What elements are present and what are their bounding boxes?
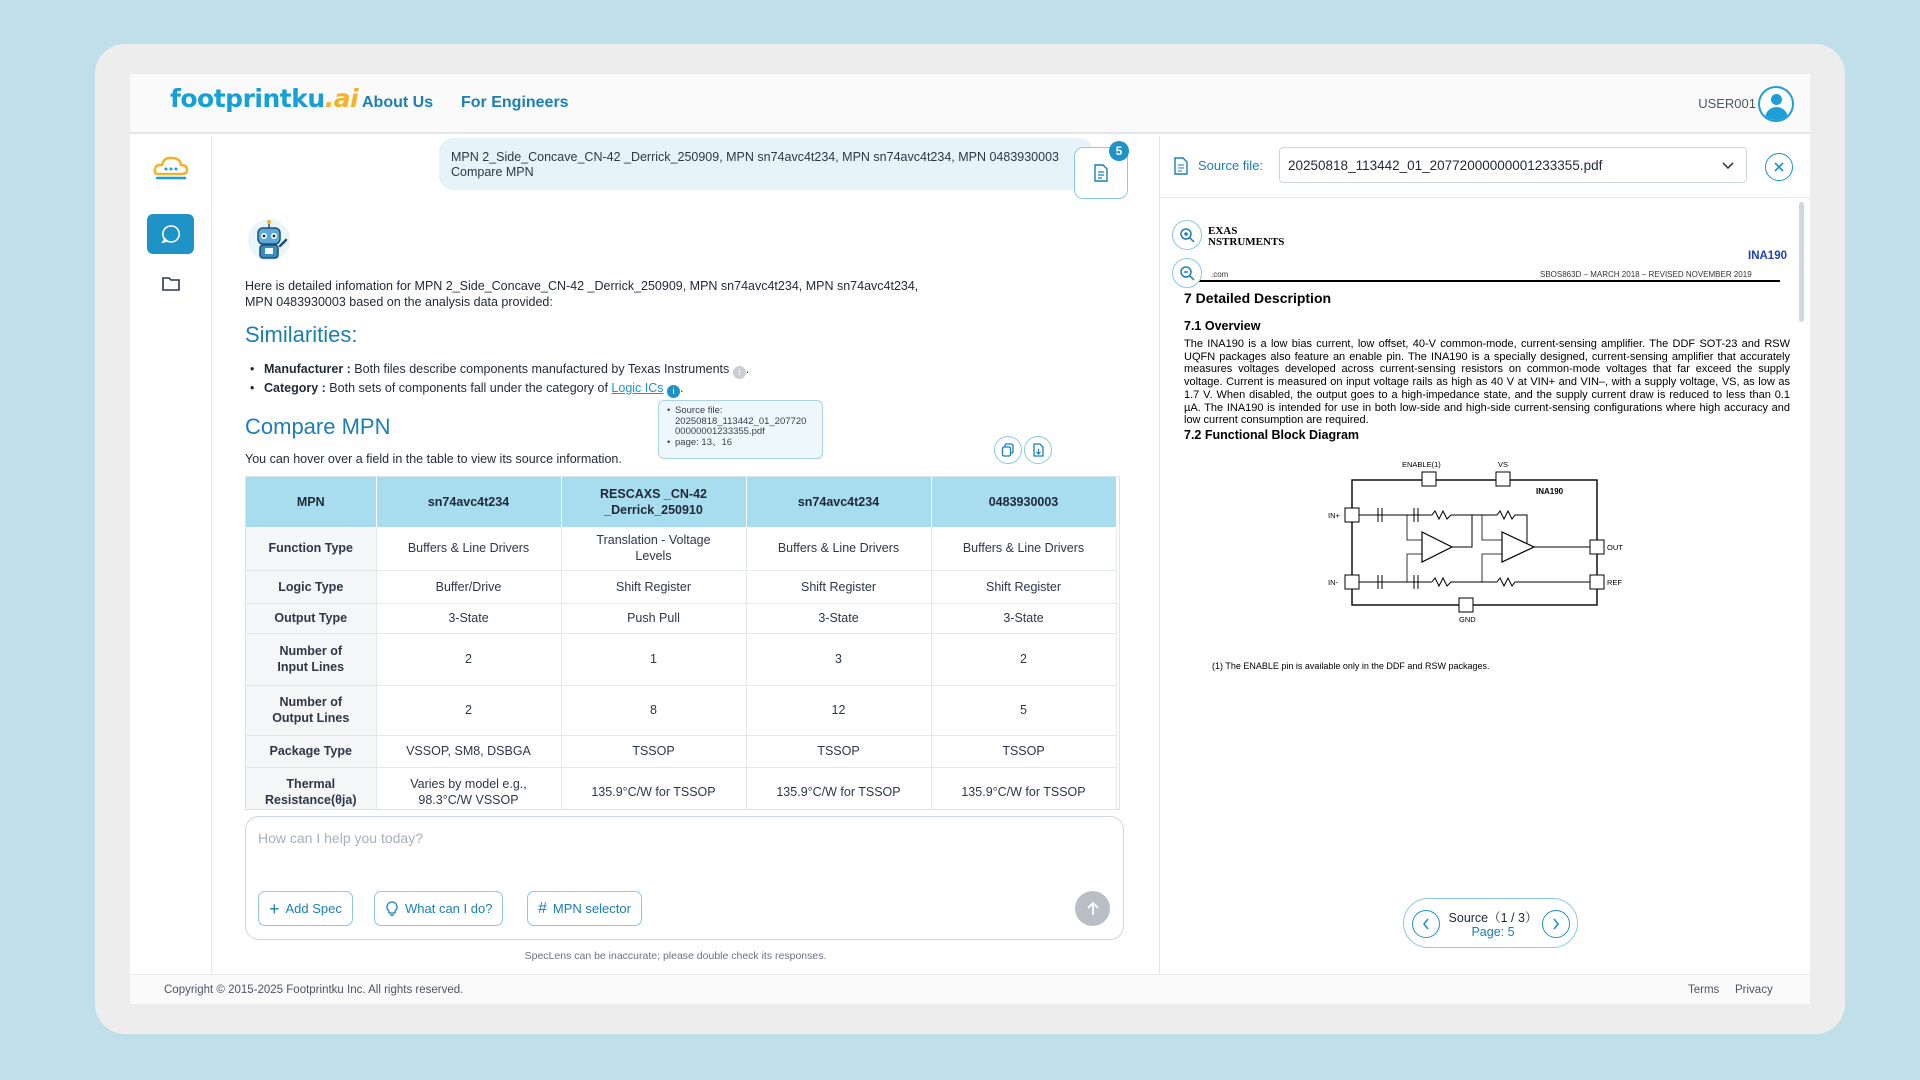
column-header: 0483930003 bbox=[931, 477, 1116, 527]
table-cell[interactable]: TSSOP bbox=[561, 735, 746, 767]
source-pager bbox=[1403, 898, 1578, 948]
app-window bbox=[130, 74, 1810, 1004]
next-source-button[interactable] bbox=[1542, 910, 1570, 938]
assistant-avatar-icon bbox=[246, 216, 292, 264]
pdf-overview: The INA190 is a low bias current, low offset, 40-V common-mode, current-sensing amplifier. The DDF SOT-23 and RSW UQFN packages also feature an enable pin. The INA190 is a specially designed, current-sensing amplifier that accurately measures voltages developed across current-sensing resistors on common-mode voltages that far exceed the supply voltage. Current is measured on input voltage rails as high as 40 V at VIN+ and VIN–, with a supply voltage, VS, as low as 1.7 V. When disabled, the output goes to a high-impedance state, and the supply current draw is reduced to less than 0.1 µA. The INA190 is intended for use in both low-side and high-side current-sensing configurations where high accuracy and low current consumption are required. bbox=[1184, 338, 1790, 427]
table-row bbox=[246, 767, 1116, 810]
compare-table bbox=[245, 476, 1120, 810]
pdf-brand bbox=[1208, 226, 1284, 248]
block-diagram bbox=[1322, 452, 1642, 632]
table-cell[interactable]: 135.9°C/W for TSSOP bbox=[561, 767, 746, 810]
zoom-in-button[interactable] bbox=[1172, 220, 1202, 250]
compare-heading: Compare MPN bbox=[245, 414, 391, 439]
diagram-label: GND bbox=[1459, 615, 1476, 624]
table-cell[interactable]: Push Pull bbox=[561, 603, 746, 633]
pdf-rule bbox=[1184, 280, 1780, 282]
add-spec-button[interactable] bbox=[258, 891, 353, 926]
lightbulb-icon bbox=[385, 901, 399, 917]
pdf-part-number: INA190 bbox=[1748, 250, 1787, 262]
pdf-footnote: (1) The ENABLE pin is available only in the DDF and RSW packages. bbox=[1212, 661, 1490, 671]
source-header bbox=[1160, 136, 1810, 198]
table-row bbox=[246, 527, 1116, 570]
selected-file: 20250818_113442_01_20772000000001233355.pdf bbox=[1288, 158, 1603, 173]
pdf-url: .com bbox=[1211, 270, 1229, 279]
table-cell[interactable]: Buffers & Line Drivers bbox=[746, 527, 931, 570]
table-cell[interactable]: 2 bbox=[931, 633, 1116, 685]
sidebar bbox=[130, 136, 212, 974]
column-header: sn74avc4t234 bbox=[376, 477, 561, 527]
privacy-link[interactable]: Privacy bbox=[1735, 984, 1773, 996]
user-message-line: MPN 2_Side_Concave_CN-42 _Derrick_250909, MPN sn74avc4t234, MPN sn74avc4t234, MPN 0483930003 bbox=[451, 150, 1059, 164]
user-message-line: Compare MPN bbox=[451, 165, 534, 179]
column-header: RESCAXS _CN-42 _Derrick_250910 bbox=[561, 477, 746, 527]
pdf-page bbox=[1172, 202, 1792, 970]
row-header: Output Type bbox=[246, 603, 376, 633]
folder-icon[interactable] bbox=[147, 263, 194, 303]
diagram-label: ENABLE(1) bbox=[1402, 460, 1441, 469]
footer bbox=[130, 974, 1810, 1004]
disclaimer: SpecLens can be inaccurate; please double check its responses. bbox=[524, 950, 827, 962]
pdf-subsection: 7.2 Functional Block Diagram bbox=[1184, 428, 1360, 442]
zoom-out-button[interactable] bbox=[1172, 258, 1202, 288]
chevron-left-icon bbox=[1422, 918, 1430, 930]
pdf-section-title: 7 Detailed Description bbox=[1184, 290, 1332, 306]
user-message bbox=[439, 138, 1093, 190]
similarities-heading: Similarities: bbox=[245, 322, 358, 347]
table-cell[interactable]: VSSOP, SM8, DSBGA bbox=[376, 735, 561, 767]
table-cell[interactable]: 3-State bbox=[746, 603, 931, 633]
chip-label: Add Spec bbox=[285, 901, 342, 916]
table-cell[interactable]: Buffer/Drive bbox=[376, 570, 561, 603]
diagram-label: REF bbox=[1607, 578, 1622, 587]
intro-line: Here is detailed infomation for MPN 2_Side_Concave_CN-42 _Derrick_250909, MPN sn74avc4t234, MPN sn74avc4t234, bbox=[245, 279, 919, 293]
chat-panel bbox=[212, 136, 1139, 974]
table-cell[interactable]: 8 bbox=[561, 685, 746, 735]
logo-text: footprintku bbox=[170, 84, 325, 113]
row-header: Logic Type bbox=[246, 570, 376, 603]
username: USER001 bbox=[1698, 96, 1756, 111]
table-cell[interactable]: TSSOP bbox=[931, 735, 1116, 767]
row-header: Number of Output Lines bbox=[246, 685, 376, 735]
row-header: Number of Input Lines bbox=[246, 633, 376, 685]
table-row bbox=[246, 633, 1116, 685]
pdf-doc-ref: SBOS863D – MARCH 2018 – REVISED NOVEMBER 2019 bbox=[1540, 270, 1752, 279]
table-cell[interactable]: Buffers & Line Drivers bbox=[931, 527, 1116, 570]
diagram-label: IN- bbox=[1328, 578, 1338, 587]
table-cell[interactable]: 135.9°C/W for TSSOP bbox=[931, 767, 1116, 810]
list-item bbox=[250, 360, 749, 379]
tooltip-line: 00000001233355.pdf bbox=[675, 426, 765, 437]
page-indicator: Page: 5 bbox=[1471, 925, 1515, 939]
diagram-label: IN+ bbox=[1328, 511, 1340, 520]
brand-line: NSTRUMENTS bbox=[1208, 236, 1285, 248]
prev-source-button[interactable] bbox=[1412, 910, 1440, 938]
table-cell[interactable]: 2 bbox=[376, 685, 561, 735]
logo-suffix: .ai bbox=[324, 84, 359, 113]
table-row bbox=[246, 570, 1116, 603]
documents-count-badge: 5 bbox=[1109, 141, 1129, 161]
document-icon bbox=[1093, 164, 1109, 182]
pdf-subsection: 7.1 Overview bbox=[1184, 319, 1261, 333]
assistant-intro bbox=[245, 278, 1005, 310]
table-cell[interactable]: Buffers & Line Drivers bbox=[376, 527, 561, 570]
hover-note: You can hover over a field in the table to view its source information. bbox=[245, 452, 622, 466]
bullet-tail: . bbox=[680, 381, 684, 395]
row-header: Thermal Resistance(θja) bbox=[246, 767, 376, 810]
table-cell[interactable]: Shift Register bbox=[746, 570, 931, 603]
copy-icon bbox=[1001, 443, 1015, 457]
tooltip-line: 20250818_113442_01_207720 bbox=[675, 415, 807, 427]
info-icon[interactable]: i bbox=[667, 385, 680, 398]
bullet-text: Both files describe components manufactured by Texas Instruments bbox=[350, 362, 730, 376]
bullet-text: Both sets of components fall under the category of bbox=[325, 381, 612, 395]
table-cell[interactable]: 3 bbox=[746, 633, 931, 685]
export-table-button[interactable] bbox=[1024, 436, 1052, 464]
chip-label: MPN selector bbox=[552, 901, 631, 916]
nav-for-engineers[interactable]: For Engineers bbox=[461, 94, 569, 111]
close-icon bbox=[1774, 162, 1784, 172]
copyright: Copyright © 2015-2025 Footprintku Inc. All rights reserved. bbox=[164, 984, 464, 996]
nav-about-us[interactable]: About Us bbox=[362, 94, 434, 111]
bullet-label: Category : bbox=[264, 381, 326, 395]
list-item bbox=[250, 379, 749, 398]
chevron-right-icon bbox=[1552, 918, 1560, 930]
hash-icon: # bbox=[538, 899, 547, 917]
tooltip-line: • page: 13、16 bbox=[665, 438, 816, 449]
what-can-i-do-button[interactable] bbox=[374, 891, 503, 926]
table-cell[interactable]: Shift Register bbox=[931, 570, 1116, 603]
source-viewer bbox=[1159, 136, 1810, 974]
top-bar bbox=[130, 74, 1810, 134]
brand-line: EXAS bbox=[1208, 225, 1238, 237]
table-cell[interactable]: 5 bbox=[931, 685, 1116, 735]
table-cell[interactable]: 135.9°C/W for TSSOP bbox=[746, 767, 931, 810]
table-cell[interactable]: 3-State bbox=[931, 603, 1116, 633]
logo[interactable] bbox=[170, 84, 358, 113]
bullet-tail: . bbox=[745, 362, 750, 376]
table-cell[interactable]: 3-State bbox=[376, 603, 561, 633]
source-counter: Source（1 / 3） bbox=[1448, 911, 1538, 925]
column-header: sn74avc4t234 bbox=[746, 477, 931, 527]
bullet-label: Manufacturer : bbox=[264, 362, 351, 376]
table-row bbox=[246, 735, 1116, 767]
avatar-icon[interactable] bbox=[1758, 86, 1794, 122]
diagram-label: OUT bbox=[1607, 543, 1623, 552]
file-icon bbox=[1174, 157, 1188, 175]
cloud-chat-icon[interactable] bbox=[147, 146, 194, 186]
diagram-label: INA190 bbox=[1536, 487, 1564, 496]
diagram-label: VS bbox=[1498, 460, 1509, 469]
table-cell[interactable]: TSSOP bbox=[746, 735, 931, 767]
similarities-list bbox=[250, 360, 749, 398]
row-header: Package Type bbox=[246, 735, 376, 767]
chip-label: What can I do? bbox=[405, 901, 493, 916]
table-cell[interactable]: Translation - Voltage Levels bbox=[561, 527, 746, 570]
arrow-up-icon bbox=[1086, 901, 1100, 917]
row-header: Function Type bbox=[246, 527, 376, 570]
table-cell[interactable]: 2 bbox=[376, 633, 561, 685]
intro-line: MPN 0483930003 based on the analysis data provided: bbox=[245, 295, 553, 309]
table-row bbox=[246, 685, 1116, 735]
table-cell[interactable]: 12 bbox=[746, 685, 931, 735]
table-header-row bbox=[246, 477, 1116, 527]
source-file-select[interactable] bbox=[1279, 147, 1747, 183]
plus-icon: + bbox=[269, 898, 280, 919]
table-cell[interactable]: 1 bbox=[561, 633, 746, 685]
category-link[interactable]: Logic ICs bbox=[611, 381, 664, 395]
close-source-button[interactable] bbox=[1765, 153, 1793, 181]
table-cell[interactable]: Shift Register bbox=[561, 570, 746, 603]
message-input[interactable] bbox=[258, 827, 858, 849]
terms-link[interactable]: Terms bbox=[1688, 984, 1720, 996]
chevron-down-icon bbox=[1722, 162, 1734, 170]
zoom-in-icon bbox=[1179, 227, 1195, 243]
info-icon[interactable]: i bbox=[733, 366, 746, 379]
tooltip-line: • Source file: bbox=[665, 406, 816, 417]
source-scrollbar[interactable] bbox=[1799, 202, 1804, 322]
copy-table-button[interactable] bbox=[994, 436, 1022, 464]
column-header: MPN bbox=[246, 477, 376, 527]
source-tooltip bbox=[658, 400, 823, 459]
table-row bbox=[246, 603, 1116, 633]
export-icon bbox=[1031, 443, 1045, 457]
chat-icon[interactable] bbox=[147, 214, 194, 254]
mpn-selector-button[interactable] bbox=[527, 891, 642, 926]
send-button[interactable] bbox=[1075, 891, 1110, 926]
source-file-label: Source file: bbox=[1198, 158, 1264, 173]
message-composer bbox=[245, 816, 1124, 940]
table-cell[interactable]: Varies by model e.g., 98.3°C/W VSSOP bbox=[376, 767, 561, 810]
zoom-out-icon bbox=[1179, 265, 1195, 281]
